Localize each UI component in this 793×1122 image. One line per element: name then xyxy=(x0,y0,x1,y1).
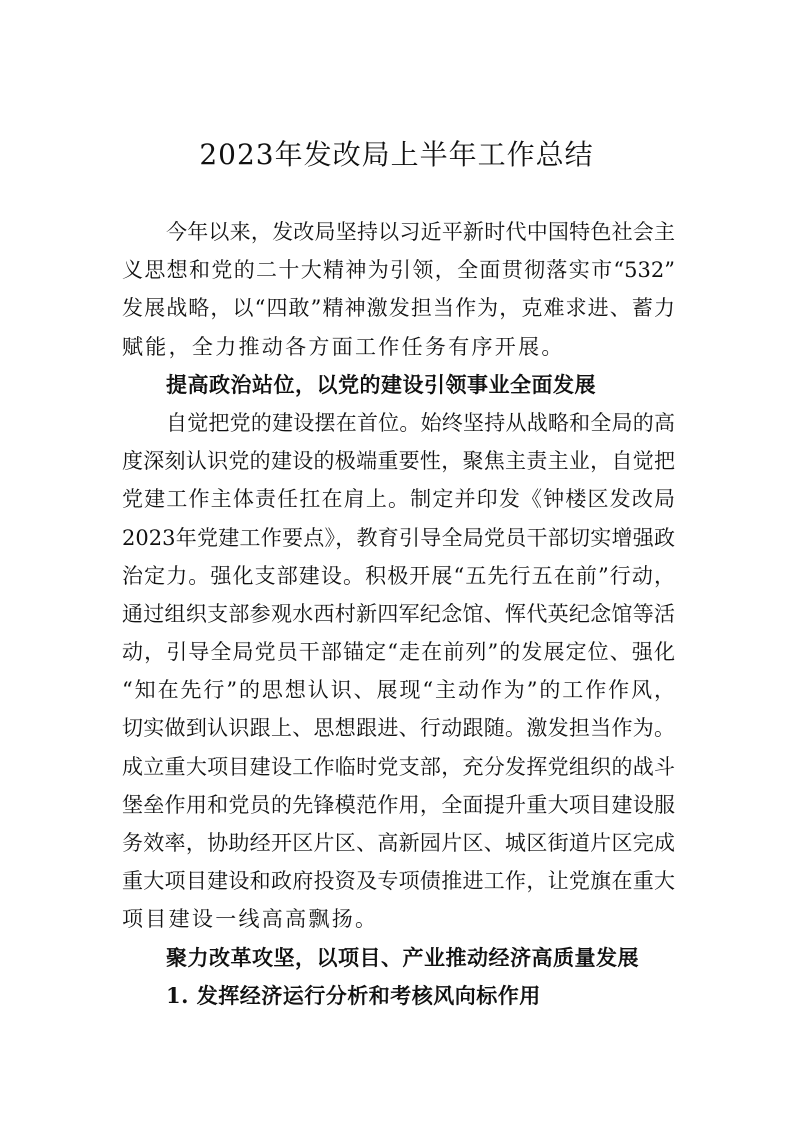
paragraph-line: 义思想和党的二十大精神为引领，全面贯彻落实市“532” xyxy=(122,258,675,283)
paragraph-line: 发展战略，以“四敢”精神激发担当作为，克难求进、蓄力 xyxy=(122,296,675,321)
section-heading: 提高政治站位，以党的建设引领事业全面发展 xyxy=(166,371,596,397)
paragraph-line: 重大项目建设和政府投资及专项债推进工作，让党旗在重大 xyxy=(122,869,675,894)
paragraph-line: 自觉把党的建设摆在首位。始终坚持从战略和全局的高 xyxy=(166,410,675,435)
paragraph-line: 今年以来，发改局坚持以习近平新时代中国特色社会主 xyxy=(166,220,675,244)
paragraph-line: 堡垒作用和党员的先锋模范作用，全面提升重大项目建设服 xyxy=(122,792,675,817)
paragraph-line: 治定力。强化支部建设。积极开展“五先行五在前”行动， xyxy=(122,563,675,588)
section-heading: 1. 发挥经济运行分析和考核风向标作用 xyxy=(166,982,541,1008)
paragraph-line: 项目建设一线高高飘扬。 xyxy=(122,907,379,932)
paragraph-line: 动，引导全局党员干部锚定“走在前列”的发展定位、强化 xyxy=(122,640,675,665)
document-title: 2023年发改局上半年工作总结 xyxy=(199,138,594,171)
section-heading: 聚力改革攻坚，以项目、产业推动经济高质量发展 xyxy=(166,944,639,970)
paragraph-line: 2023年党建工作要点》，教育引导全局党员干部切实增强政 xyxy=(122,525,675,550)
paragraph-line: 成立重大项目建设工作临时党支部，充分发挥党组织的战斗 xyxy=(122,754,675,779)
paragraph-line: 通过组织支部参观水西村新四军纪念馆、恽代英纪念馆等活 xyxy=(122,601,675,626)
paragraph-line: 度深刻认识党的建设的极端重要性，聚焦主责主业，自觉把 xyxy=(122,449,675,474)
paragraph-line: 党建工作主体责任扛在肩上。制定并印发《钟楼区发改局 xyxy=(122,487,675,512)
document-body xyxy=(122,213,675,1015)
paragraph-line: 赋能，全力推动各方面工作任务有序开展。 xyxy=(122,334,565,359)
paragraph-line: 务效率，协助经开区片区、高新园片区、城区街道片区完成 xyxy=(122,831,675,855)
paragraph-line: “知在先行”的思想认识、展现“主动作为”的工作作风， xyxy=(122,678,675,703)
paragraph-line: 切实做到认识跟上、思想跟进、行动跟随。激发担当作为。 xyxy=(122,716,675,741)
